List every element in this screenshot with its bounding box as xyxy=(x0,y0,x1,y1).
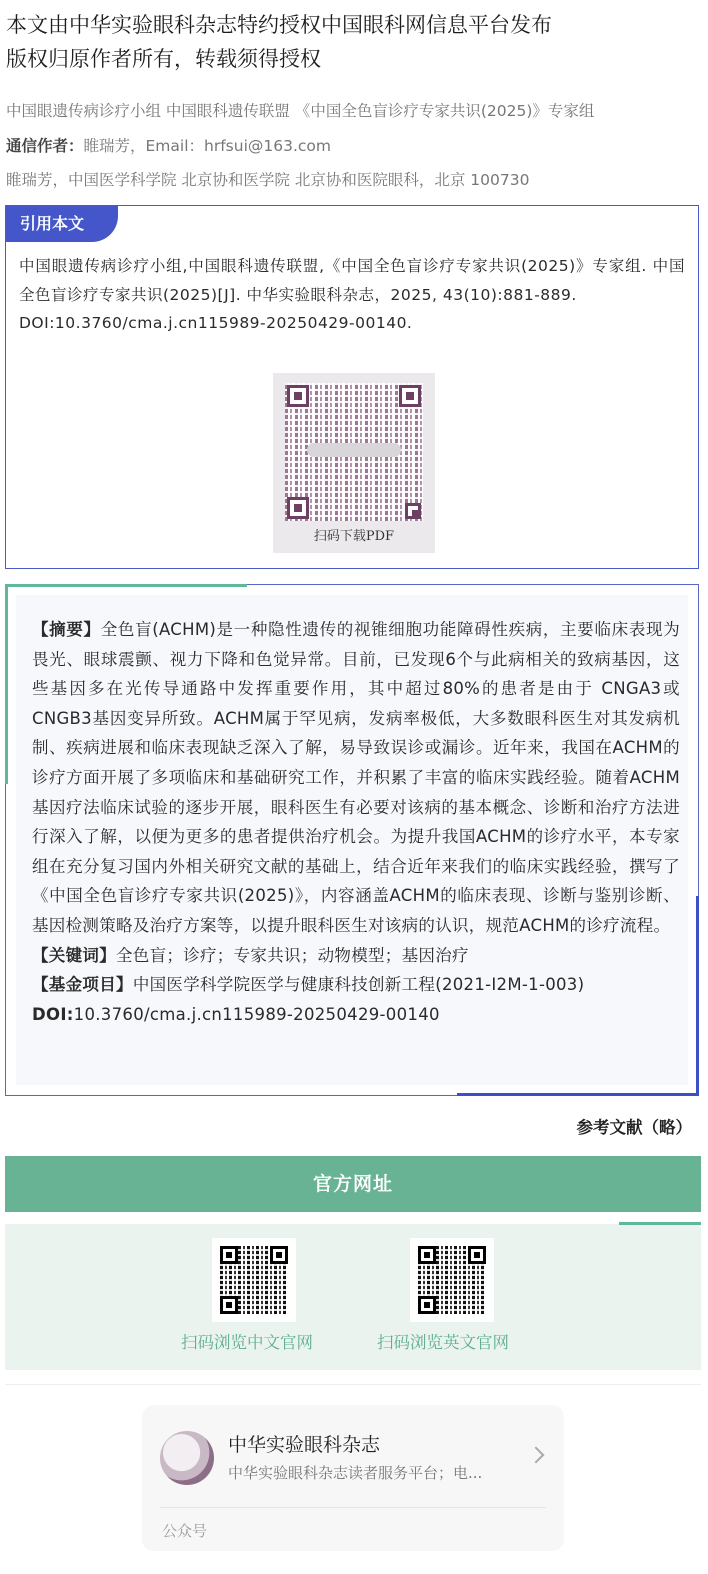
official-account-card[interactable] xyxy=(142,1405,564,1551)
qr-code-icon xyxy=(220,1246,288,1314)
cite-reference: 中国眼遗传病诊疗小组,中国眼科遗传联盟,《中国全色盲诊疗专家共识(2025)》专家组. 中国全色盲诊疗专家共识(2025)[J]. 中华实验眼科杂志，2025, 43(10):881-889. xyxy=(19,257,685,304)
author-groups: 中国眼遗传病诊疗小组 中国眼科遗传联盟 《中国全色盲诊疗专家共识(2025)》专家组 xyxy=(6,102,595,120)
references-note: 参考文献（略） xyxy=(576,1118,692,1137)
chevron-right-icon xyxy=(528,1447,545,1464)
qr-code-icon xyxy=(418,1246,486,1314)
header-line-1: 本文由中华实验眼科杂志特约授权中国眼科网信息平台发布 xyxy=(6,13,552,37)
qr-finder-icon xyxy=(287,385,309,407)
doi-text: 10.3760/cma.j.cn115989-20250429-00140 xyxy=(73,1004,440,1024)
qr-logo-icon xyxy=(307,443,401,457)
qr-caption: 扫码下载PDF xyxy=(313,529,395,544)
abstract-paragraph xyxy=(32,615,680,941)
pdf-qr-code[interactable] xyxy=(273,373,435,553)
cite-text xyxy=(19,252,685,338)
abstract-panel xyxy=(16,595,688,1085)
account-avatar xyxy=(160,1431,214,1485)
keywords-paragraph xyxy=(32,941,680,971)
qr-finder-icon xyxy=(405,503,421,519)
article-header xyxy=(6,8,696,76)
corresponding-label: 通信作者： xyxy=(6,137,84,155)
corresponding-author xyxy=(6,134,331,156)
official-site-panel xyxy=(5,1224,701,1370)
divider xyxy=(160,1507,546,1508)
accent-line xyxy=(457,1093,699,1096)
qr-finder-icon xyxy=(220,1296,238,1314)
doi-label: DOI: xyxy=(32,1004,74,1024)
accent-line xyxy=(5,584,247,587)
divider xyxy=(5,1384,701,1385)
account-description: 中华实验眼科杂志读者服务平台；电... xyxy=(228,1464,483,1482)
cn-site-label[interactable]: 扫码浏览中文官网 xyxy=(181,1333,313,1352)
fund-text: 中国医学科学院医学与健康科技创新工程(2021-I2M-1-003) xyxy=(132,975,585,995)
account-type: 公众号 xyxy=(162,1522,208,1540)
keywords-label: 【关键词】 xyxy=(32,945,116,965)
cite-box xyxy=(5,205,699,569)
accent-line xyxy=(696,896,699,1096)
abstract-label: 【摘要】 xyxy=(32,620,101,639)
keywords-text: 全色盲；诊疗；专家共识；动物模型；基因治疗 xyxy=(116,945,469,965)
abstract-body: 全色盲(ACHM)是一种隐性遗传的视锥细胞功能障碍性疾病，主要临床表现为畏光、眼球震颤、视力下降和色觉异常。目前，已发现6个与此病相关的致病基因，这些基因多在光传导通路中发挥重要作用，其中超过80%的患者是由于 CNGA3或 CNGB3基因变异所致。ACHM属于罕见病，发病率极低，大多数眼科医生对其发病机制、疾病进展和临床表现缺乏深入了解，易导致误诊或漏诊。近年来，我国在ACHM的诊疗方面开展了多项临床和基础研究工作，并积累了丰富的临床实践经验。随着ACHM基因疗法临床试验的逐步开展，眼科医生有必要对该病的基本概念、诊断和治疗方法进行深入了解，以便为更多的患者提供治疗机会。为提升我国ACHM的诊疗水平，本专家组在充分复习国内外相关研究文献的基础上，结合近年来我们的临床实践经验，撰写了《中国全色盲诊疗专家共识(2025)》，内容涵盖ACHM的临床表现、诊断与鉴别诊断、基因检测策略及治疗方案等，以提升眼科医生对该病的认识，规范ACHM的诊疗流程。 xyxy=(32,620,680,935)
doi-paragraph xyxy=(32,1000,680,1030)
en-site-label[interactable]: 扫码浏览英文官网 xyxy=(377,1333,509,1352)
qr-finder-icon xyxy=(287,497,309,519)
fund-label: 【基金项目】 xyxy=(32,975,133,995)
accent-line xyxy=(5,584,8,784)
official-site-title: 官方网址 xyxy=(5,1156,701,1212)
accent-line xyxy=(619,1222,701,1225)
qr-finder-icon xyxy=(220,1246,238,1264)
abstract-content xyxy=(32,615,680,1029)
qr-finder-icon xyxy=(270,1246,288,1264)
abstract-box xyxy=(5,584,699,1096)
fund-paragraph xyxy=(32,970,680,1000)
qr-finder-icon xyxy=(418,1246,436,1264)
qr-finder-icon xyxy=(418,1296,436,1314)
qr-finder-icon xyxy=(468,1246,486,1264)
account-name: 中华实验眼科杂志 xyxy=(228,1434,381,1456)
qr-finder-icon xyxy=(399,385,421,407)
cn-site-qr-code[interactable] xyxy=(212,1238,296,1322)
affiliation: 睢瑞芳，中国医学科学院 北京协和医学院 北京协和医院眼科，北京 100730 xyxy=(6,171,530,189)
qr-code-icon xyxy=(285,383,423,521)
en-site-qr-code[interactable] xyxy=(410,1238,494,1322)
cite-doi: DOI:10.3760/cma.j.cn115989-20250429-00140. xyxy=(19,314,413,332)
cite-tag: 引用本文 xyxy=(6,206,118,242)
header-line-2: 版权归原作者所有，转载须得授权 xyxy=(6,47,321,71)
corresponding-value[interactable]: 睢瑞芳，Email：hrfsui@163.com xyxy=(83,137,331,155)
